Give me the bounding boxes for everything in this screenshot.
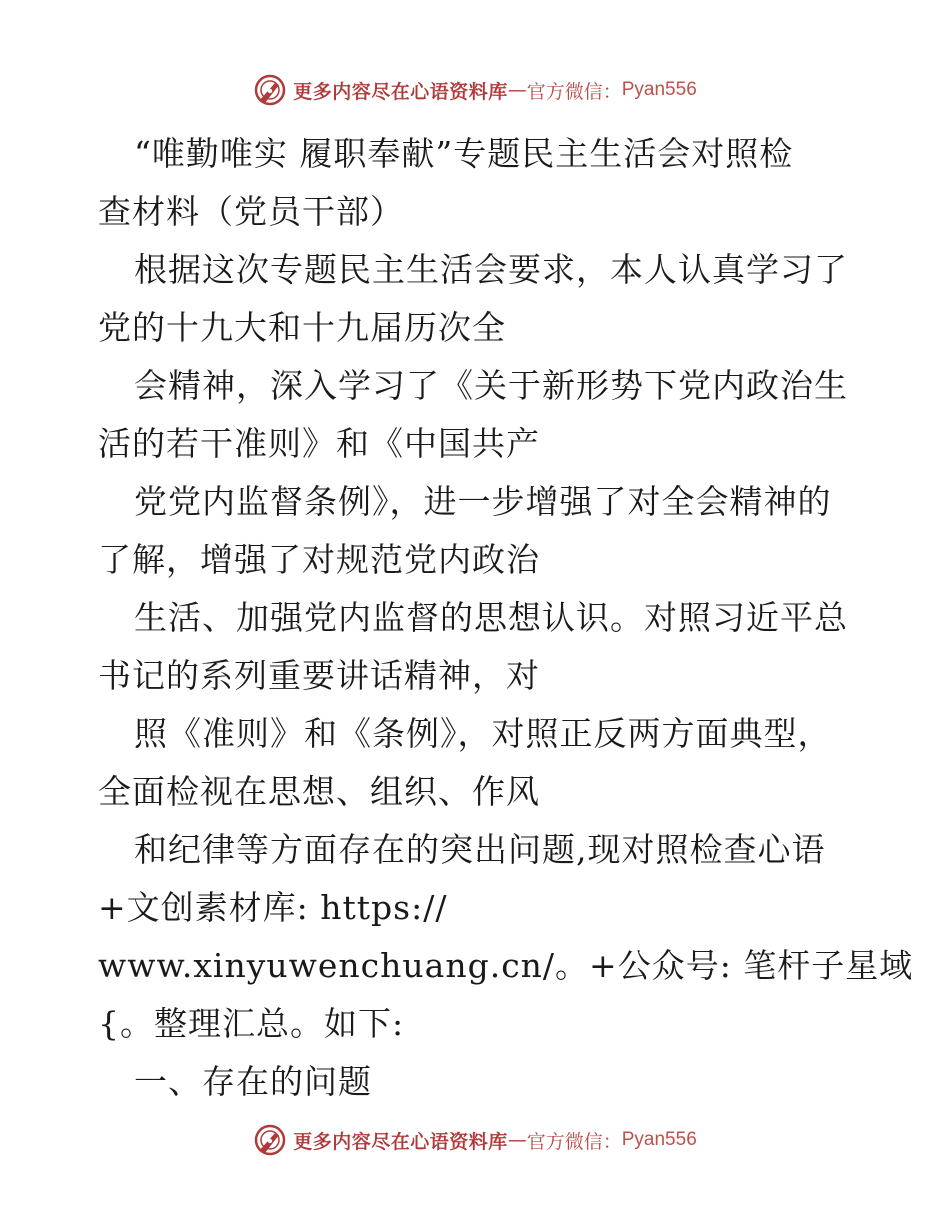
paragraph-line: 和纪律等方面存在的突出问题,现对照检查心语	[134, 830, 826, 869]
paragraph-line: 党党内监督条例》，进一步增强了对全会精神的	[134, 482, 832, 521]
document-body	[98, 125, 914, 1111]
paragraph-line: {。整理汇总。如下:	[98, 1004, 405, 1043]
section-heading: 一、存在的问题	[134, 1062, 372, 1101]
doc-title-line-2: 查材料（党员干部）	[98, 192, 404, 231]
paragraph-line: 生活、加强党内监督的思想认识。对照习近平总	[134, 598, 848, 637]
paragraph-line: 根据这次专题民主生活会要求，本人认真学习了	[134, 250, 848, 289]
banner-main-text: 更多内容尽在心语资料库	[293, 80, 508, 103]
banner-separator: —	[507, 1129, 527, 1151]
paragraph-line: 全面检视在思想、组织、作风	[98, 772, 540, 811]
banner-wechat-id: Pyan556	[621, 79, 697, 100]
banner-wechat-id: Pyan556	[621, 1129, 697, 1150]
paragraph-line: 书记的系列重要讲话精神，对	[98, 656, 540, 695]
pen-nib-logo-icon	[253, 1123, 287, 1157]
pen-nib-logo-icon	[253, 73, 287, 107]
banner-main-text: 更多内容尽在心语资料库	[293, 1130, 508, 1153]
doc-title-line-1: “唯勤唯实 履职奉献”专题民主生活会对照检	[134, 134, 794, 173]
paragraph-line: 会精神，深入学习了《关于新形势下党内政治生	[134, 366, 848, 405]
paragraph-line: 活的若干准则》和《中国共产	[98, 424, 540, 463]
banner-separator: —	[507, 79, 527, 101]
paragraph-line: +文创素材库: https://	[98, 888, 448, 927]
banner-wechat-label: 官方微信：	[526, 1130, 622, 1153]
banner-wechat-label: 官方微信：	[526, 80, 622, 103]
paragraph-line: 照《准则》和《条例》，对照正反两方面典型，	[134, 714, 832, 753]
paragraph-line: 党的十九大和十九届历次全	[98, 308, 506, 347]
footer-watermark-banner	[0, 1120, 950, 1160]
paragraph-line: www.xinyuwenchuang.cn/。+公众号: 笔杆子星域	[98, 946, 914, 985]
header-watermark-banner	[0, 70, 950, 110]
paragraph-line: 了解，增强了对规范党内政治	[98, 540, 540, 579]
